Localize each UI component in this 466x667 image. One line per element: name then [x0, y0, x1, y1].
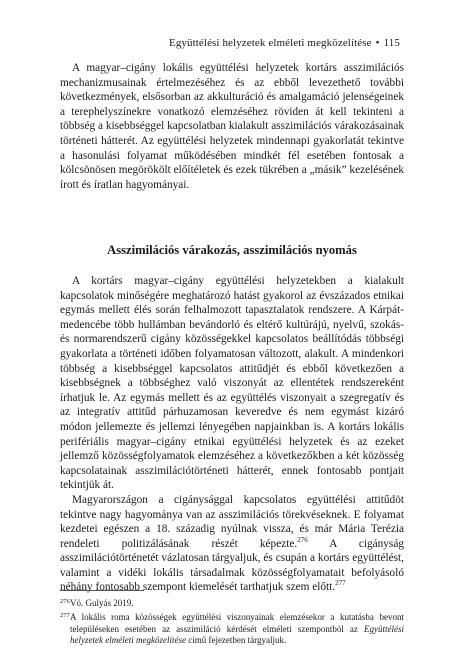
footnote-number: 277 [60, 611, 70, 619]
intro-paragraph: A magyar–cigány lokális együttélési helyzetek kortárs asszimilációs mechanizmusainak értelmezéséhez és az ebből levezethető további következmények, elsősorban az akkulturáció és amalgamáció jelenségeinek a terephelyszínekre vonatkozó elemzéséhez röviden át kell tekinteni a többség a kisebbséggel kapcsolatban kialakult asszimilációs várakozásainak történeti hátterét. Az együttélési helyzetek mindennapi gyakorlatát tekintve a hasonulási folyamat működésében mindkét fél esetében fontosak a kölcsönösen megörökölt előítéletek és ezek tükrében a „másik” kezelésének írott és íratlan hagyományai. [60, 62, 404, 191]
intro-text-block [60, 61, 404, 192]
footnote-reference[interactable]: 277 [335, 579, 346, 588]
section-heading: Asszimilációs várakozás, asszimilációs nyomás [107, 243, 357, 257]
paragraph-text-continued: A cigányság asszimilációtörténetét vázlatosan tárgyaljuk, és csupán a kortárs együttélést, valamint a vidéki lokális társadalmak közösségfolyamatait befolyásoló néhány fontosabb szempont kiemelését tarthatjuk szem előtt. [60, 537, 404, 594]
running-head-title: Együttélési helyzetek elméleti megközelítése [169, 37, 372, 49]
running-head [60, 37, 400, 49]
footnote-text: Vö. Gulyás 2019. [70, 598, 134, 608]
footnote-item [60, 598, 404, 610]
footnotes [60, 598, 404, 649]
footnote-text-end: című fejezetben tárgyaljuk. [185, 635, 287, 646]
running-head-separator: • [375, 37, 380, 49]
footnote-divider [60, 590, 144, 591]
paragraph-text: Magyarországon a cigánysággal kapcsolatos együttélési attitűdöt tekintve nagy hagyománya van az asszimilációs törekvéseknek. E folyamat kezdetei egészen a 18. századig nyúlnak vissza, és már Mária Terézia rendeleti politizálásának részét képezte. [60, 493, 404, 550]
paragraph-text: A kortárs magyar–cigány együttélési helyzetekben a kialakult kapcsolatok minőségére meghatározó hatást gyakorol az évszázados etnikai egymás mellett élés során felhalmozott tapasztalatok rendszere. A Kárpát-medencébe több hullámban bevándorló és eltérő kultúrájú, nyelvű, szokás- és normarendszerű cigány közösségekkel kapcsolatos beállítódás többségi gyakorlata a történeti időben folyamatosan változott, alakult. A mindenkori többség a kisebbséggel kapcsolatos attitűdjét és ebből következően a kisebbségnek a többséghez való viszonyát az ellentétek rendszereként írhatjuk le. Az egymás mellett és az együttélés viszonyait a szegregatív és az integratív attitűd párhuzamosan keveredve és nem egymást kizáró módon jellemezte és jellemzi lényegében napjainkban is. A kortárs lokális perifériális magyar–cigány etnikai együttélési helyzetek és az ezeket jellemző közösségfolyamatok elemzéséhez a következőkben a két közösség kapcsolatainak asszimilációtörténeti hátterét, ennek fontosabb pontjait tekintjük át. [60, 275, 404, 492]
section-paragraph-2 [60, 493, 404, 595]
footnote-item [60, 612, 404, 647]
section-paragraph-1 [60, 274, 404, 493]
footnote-reference[interactable]: 276 [297, 535, 308, 544]
section-text-block [60, 274, 404, 595]
page-number: 115 [383, 37, 400, 49]
footnote-chapter-title: Együttélési helyzetek elméleti megközelítése [70, 623, 404, 646]
footnote-text: A lokális roma közösségek együttélési viszonyainak elemzésekor a kutatásba bevont településeken esetében az asszimiláció kérdését elméleti szempontból az [70, 611, 404, 634]
footnote-number: 276 [60, 598, 70, 605]
